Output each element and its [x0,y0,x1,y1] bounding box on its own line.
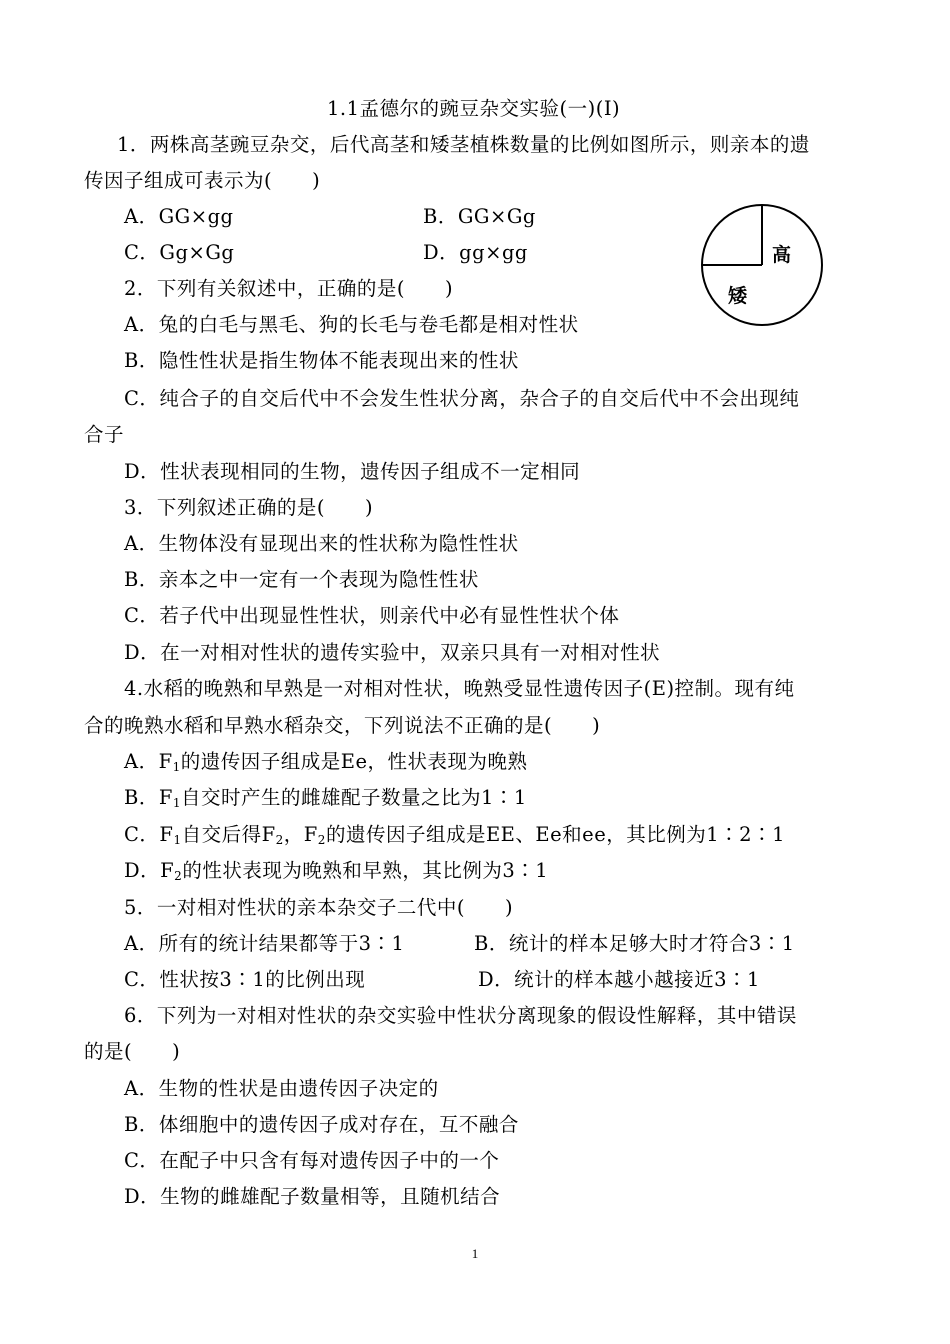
q6-option-a: A．生物的性状是由遗传因子决定的 [124,1077,439,1100]
q5-option-b: B．统计的样本足够大时才符合3∶1 [474,932,795,955]
q5-option-d: D．统计的样本越小越接近3∶1 [478,968,760,991]
q2-option-c-line2: 合子 [84,423,125,446]
pie-label-tall: 高 [772,244,792,266]
q2-option-b: B．隐性性状是指生物体不能表现出来的性状 [124,349,519,372]
q4-option-d: D．$F_2$的性状表现为晚熟和早熟，其比例为3∶1 [124,859,549,883]
page-title: 1.1孟德尔的豌豆杂交实验(一)(I) [327,97,621,120]
q6-stem-line1: 6．下列为一对相对性状的杂交实验中性状分离现象的假设性解释，其中错误 [124,1004,797,1027]
q4-stem-line2: 合的晚熟水稻和早熟水稻杂交，下列说法不正确的是( ) [84,714,601,737]
q6-option-d: D．生物的雌雄配子数量相等，且随机结合 [124,1185,501,1208]
q6-option-b: B．体细胞中的遗传因子成对存在，互不融合 [124,1113,519,1136]
q3-option-d: D．在一对相对性状的遗传实验中，双亲只具有一对相对性状 [124,641,661,664]
q6-option-c: C．在配子中只含有每对遗传因子中的一个 [124,1149,500,1172]
q3-option-c: C．若子代中出现显性性状，则亲代中必有显性性状个体 [124,604,620,627]
pie-chart-figure [700,203,824,327]
q3-option-b: B．亲本之中一定有一个表现为隐性性状 [124,568,479,591]
q1-option-b: B．GG×Gg [423,205,536,228]
q2-option-a: A．兔的白毛与黑毛、狗的长毛与卷毛都是相对性状 [124,313,579,336]
q4-option-b: B．$F_1$自交时产生的雌雄配子数量之比为1∶1 [124,786,527,810]
q2-option-c-line1: C．纯合子的自交后代中不会发生性状分离，杂合子的自交后代中不会出现纯 [124,387,800,410]
q1-option-a: A．GG×gg [124,205,234,228]
q3-option-a: A．生物体没有显现出来的性状称为隐性性状 [124,532,519,555]
page-number: 1 [471,1246,479,1261]
q6-stem-line2: 的是( ) [84,1040,181,1063]
q2-stem: 2．下列有关叙述中，正确的是( ) [124,277,454,300]
pie-label-short: 矮 [728,285,748,307]
q5-option-a: A．所有的统计结果都等于3∶1 [124,932,405,955]
q1-option-d: D．gg×gg [423,241,528,264]
q4-option-c: C．$F_1$自交后得$F_2$，$F_2$的遗传因子组成是EE、Ee和ee，其比例为1∶2∶1 [124,823,785,847]
q5-option-c: C．性状按3∶1的比例出现 [124,968,366,991]
q4-option-a: A．$F_1$的遗传因子组成是Ee，性状表现为晚熟 [124,750,528,774]
q1-stem-line2: 传因子组成可表示为( ) [84,169,321,192]
q4-stem-line1: 4.水稻的晚熟和早熟是一对相对性状，晚熟受显性遗传因子(E)控制。现有纯 [124,677,795,700]
q1-option-c: C．Gg×Gg [124,241,235,264]
q5-stem: 5．一对相对性状的亲本杂交子二代中( ) [124,896,514,919]
q3-stem: 3．下列叙述正确的是( ) [124,496,374,519]
q1-stem-line1: 1．两株高茎豌豆杂交，后代高茎和矮茎植株数量的比例如图所示，则亲本的遗 [117,133,810,156]
q2-option-d: D．性状表现相同的生物，遗传因子组成不一定相同 [124,460,581,483]
